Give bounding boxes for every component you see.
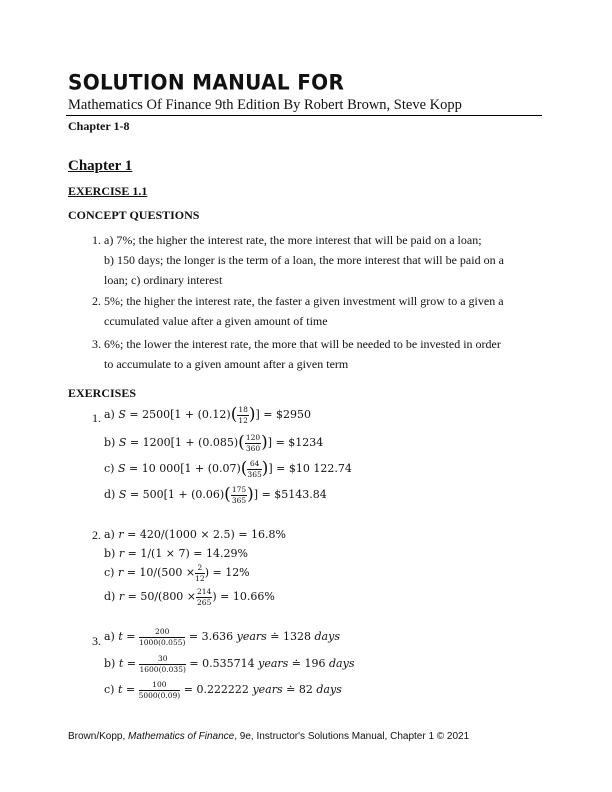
formula-line: c) t = $\frac{100}{5000(0.09)}$ = 0.222222 years ≐ 82 days: [104, 680, 342, 700]
concept-item-line: a) 7%; the higher the interest rate, the more interest that will be paid on a loan;: [104, 233, 482, 247]
formula-line: d) r = 50/(800 × $\frac{214}{265}$ ) = 10.66%: [104, 587, 275, 607]
chapter-heading: Chapter 1: [68, 158, 133, 174]
concept-item-number: 1.: [92, 233, 101, 247]
concept-item-number: 2.: [92, 294, 101, 308]
exercise-number: 1.: [92, 411, 101, 425]
exercise-heading: EXERCISE 1.1: [68, 184, 148, 198]
formula-line: b) S = 1200[1 + (0.085)( $\frac{120}{360}$ )] = $1234: [104, 432, 324, 453]
formula-line: d) S = 500[1 + (0.06)( $\frac{175}{365}$ )] = $5143.84: [104, 484, 327, 505]
formula-line: b) r = 1/(1 × 7) = 14.29%: [104, 547, 248, 560]
concept-item-line: ccumulated value after a given amount of time: [104, 314, 328, 328]
exercises-heading: EXERCISES: [68, 386, 137, 400]
exercise-number: 3.: [92, 634, 101, 648]
concept-item-line: to accumulate to a given amount after a given term: [104, 357, 349, 371]
formula-line: a) r = 420/(1000 × 2.5) = 16.8%: [104, 528, 286, 541]
document-subtitle: Mathematics Of Finance 9th Edition By Robert Brown, Steve Kopp: [68, 97, 462, 113]
chapter-range: Chapter 1-8: [68, 119, 130, 133]
exercise-number: 2.: [92, 528, 101, 542]
formula-line: c) r = 10/(500 × $\frac{2}{12}$ ) = 12%: [104, 563, 250, 583]
concept-item-line: 5%; the higher the interest rate, the faster a given investment will grow to a given a: [104, 294, 504, 308]
formula-line: c) S = 10 000[1 + (0.07)( $\frac{64}{365}$ )] = $10 122.74: [104, 458, 352, 479]
formula-line: b) t = $\frac{30}{1600(0.035)}$ = 0.535714 years ≐ 196 days: [104, 654, 355, 674]
page-footer: Brown/Kopp, Mathematics of Finance, 9e, Instructor's Solutions Manual, Chapter 1 © 2021: [68, 731, 470, 742]
concept-item-line: 6%; the lower the interest rate, the more that will be needed to be invested in order: [104, 337, 501, 351]
formula-line: a) S = 2500[1 + (0.12)( $\frac{18}{12}$ )] = $2950: [104, 404, 312, 425]
concept-questions-heading: CONCEPT QUESTIONS: [68, 208, 200, 222]
document-title: SOLUTION MANUAL FOR: [68, 69, 345, 95]
concept-item-line: b) 150 days; the longer is the term of a loan, the more interest that will be paid on a: [104, 253, 504, 267]
header-divider: [66, 115, 542, 116]
concept-item-number: 3.: [92, 337, 101, 351]
concept-item-line: loan; c) ordinary interest: [104, 273, 223, 287]
formula-line: a) t = $\frac{200}{1000(0.055)}$ = 3.636 years ≐ 1328 days: [104, 627, 340, 647]
